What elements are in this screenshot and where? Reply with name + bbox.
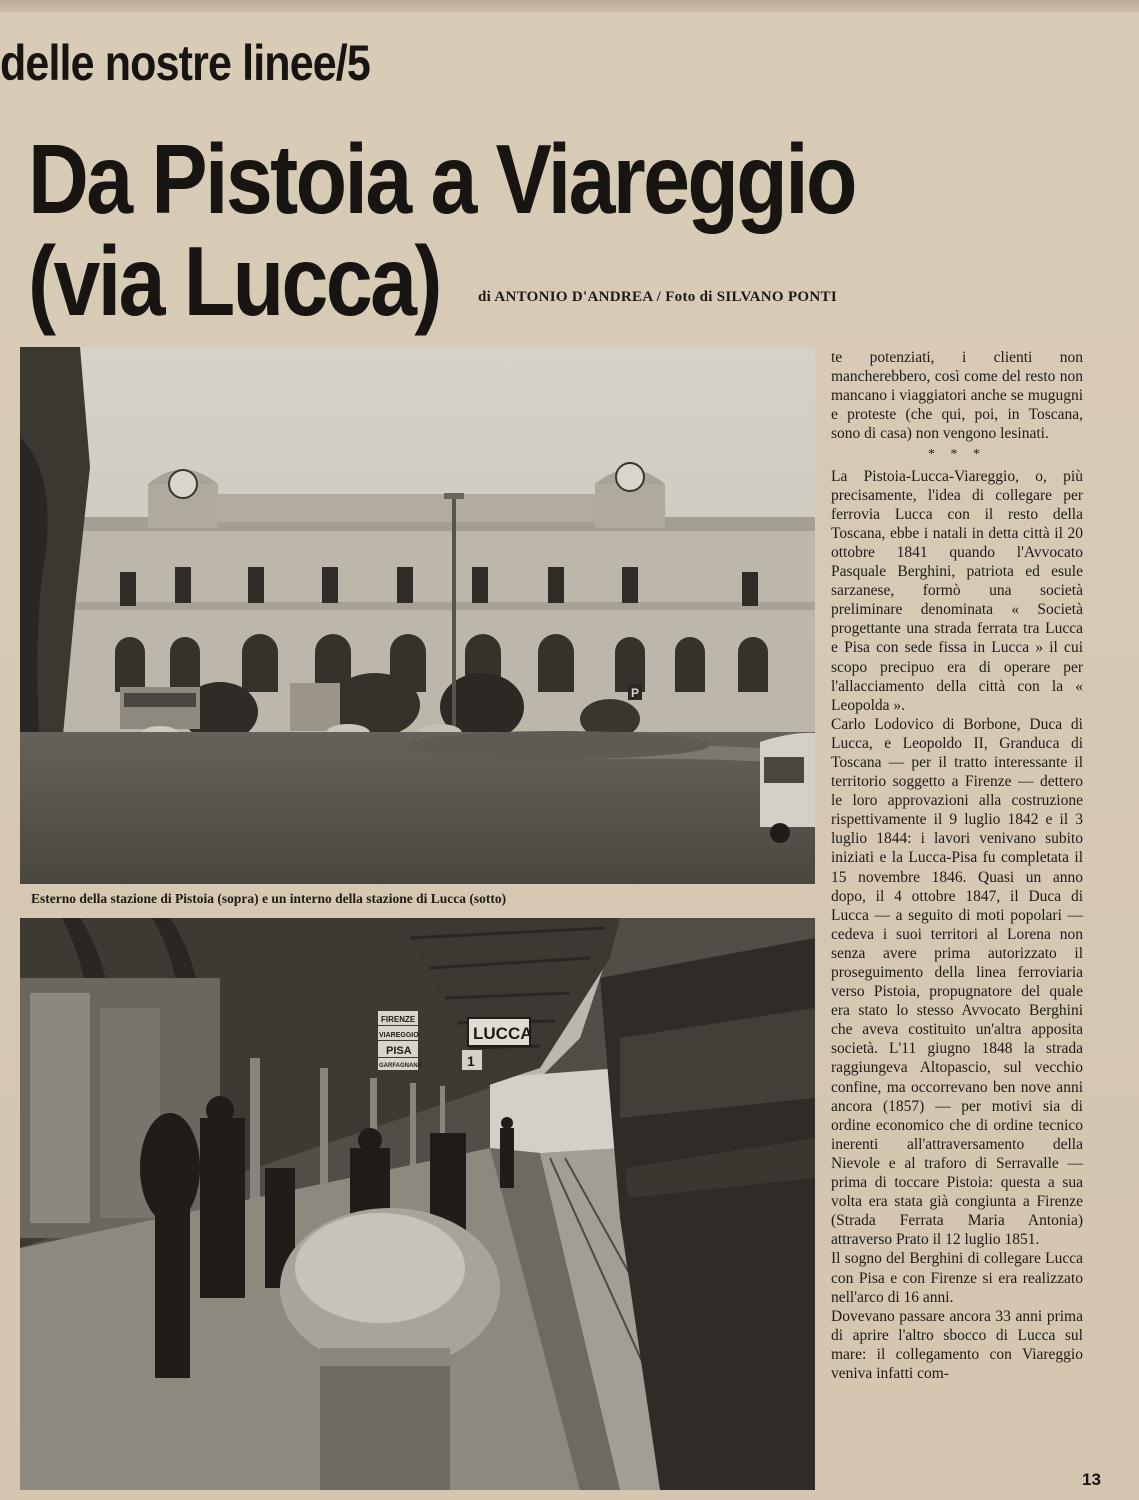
paragraph-2: La Pistoia-Lucca-Viareggio, o, più precisamente, l'idea di collegare per ferrovia Lucca con il resto della Toscana, ebbe i natali in detta città il 20 ottobre 1841 quando l'Avvocato Pasquale Berghini, patriota ed esule sarzanese, formò una società preliminare denominata « Società progettante una strada ferrata tra Lucca e Pisa con sede fissa in Lucca » il cui scopo precipuo era di operare per l'allacciamento della città con la « Leopolda ». [831, 467, 1083, 714]
paragraph-3: Carlo Lodovico di Borbone, Duca di Lucca, e Leopoldo II, Granduca di Toscana — per il tratto interessante il territorio soggetto a Firenze — dettero le loro approvazioni alla costruzione rispettivamente il 9 luglio 1842 e il 3 luglio 1844: i lavori venivano subito iniziati e la Lucca-Pisa fu completata il 15 novembre 1846. Quasi un anno dopo, il 4 ottobre 1847, il Duca di Lucca — a seguito di moti popolari — cedeva i suoi territori al Lorena non senza avere prima autorizzato il proseguimento della linea ferroviaria verso Pistoia, propugnatore del quale era stato lo stesso Avvocato Berghini che aveva costituito un'altra apposita società. L'11 giugno 1848 la strada raggiungeva Altopascio, sul vecchio confine, ma occorrevano ben nove anni ancora (1857) — per motivi sia di ordine economico che di ordine tecnico inerenti all'attraversamento della Nievole e al traforo di Serravalle — prima di toccare Pistoia: questa a sua volta era stata già congiunta a Firenze (Strada Ferrata Maria Antonia) attraverso Prato il 12 luglio 1851. [831, 715, 1083, 1249]
lucca-platform-illustration [20, 918, 815, 1490]
series-heading: delle nostre linee/5 [0, 35, 370, 91]
section-separator: * * * [928, 447, 986, 463]
paragraph-1: te potenziati, i clienti non mancherebbero, così come del resto non mancano i viaggiatori anche se mugugni e proteste (che qui, poi, in Toscana, sono di casa) non vengono lesinati. [831, 349, 1083, 443]
pistoia-station-illustration [20, 347, 815, 884]
sign-pisa: PISA [386, 1045, 412, 1057]
paragraph-4: Il sogno del Berghini di collegare Lucca con Pisa e con Firenze si era realizzato nell'arco di 16 anni. [831, 1250, 1083, 1306]
photo-lucca-station-platform [20, 918, 815, 1490]
page-top-edge [0, 0, 1139, 12]
sign-garfagnana: GARFAGNANA [379, 1063, 422, 1069]
paragraph-5: Dovevano passare ancora 33 anni prima di aprire l'altro sbocco di Lucca sul mare: il collegamento con Viareggio veniva infatti com- [831, 1307, 1083, 1382]
sign-lucca: LUCCA [473, 1024, 533, 1043]
page-number: 13 [1082, 1470, 1101, 1489]
photo-pistoia-station-exterior [20, 347, 815, 884]
photo-caption: Esterno della stazione di Pistoia (sopra) e un interno della stazione di Lucca (sotto) [31, 891, 507, 906]
sign-viareggio: VIAREGGIO [379, 1032, 419, 1039]
parking-sign: P [631, 686, 640, 700]
article-body [831, 348, 1083, 1383]
byline: di ANTONIO D'ANDREA / Foto di SILVANO PONTI [478, 289, 837, 305]
sign-firenze: FIRENZE [381, 1015, 416, 1024]
article-title-line-2: (via Lucca) [28, 226, 440, 336]
platform-number: 1 [467, 1053, 475, 1069]
article-title-line-1: Da Pistoia a Viareggio [28, 124, 855, 234]
